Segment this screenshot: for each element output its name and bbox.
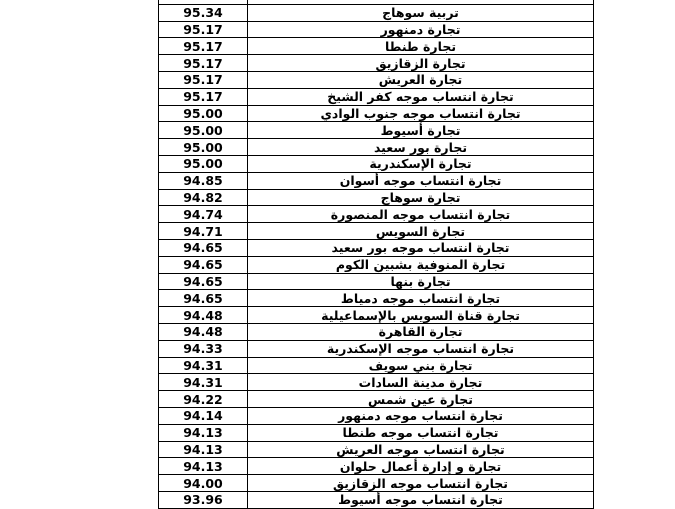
college-cell: تجارة انتساب موجه المنصورة bbox=[248, 206, 594, 223]
scores-sheet bbox=[158, 0, 591, 509]
college-cell: تجارة و إدارة أعمال حلوان bbox=[248, 458, 594, 475]
college-cell: تجارة انتساب موجه أسوان bbox=[248, 172, 594, 189]
table-row bbox=[159, 223, 594, 240]
score-cell: 94.31 bbox=[159, 357, 248, 374]
table-row bbox=[159, 55, 594, 72]
college-cell: تجارة انتساب موجه دمنهور bbox=[248, 407, 594, 424]
college-cell: تجارة طنطا bbox=[248, 38, 594, 55]
table-row bbox=[159, 122, 594, 139]
score-cell: 94.13 bbox=[159, 424, 248, 441]
college-cell: تجارة انتساب موجه طنطا bbox=[248, 424, 594, 441]
college-cell: تجارة انتساب موجه العريش bbox=[248, 441, 594, 458]
college-cell: تجارة انتساب موجه كفر الشيخ bbox=[248, 88, 594, 105]
score-cell: 95.34 bbox=[159, 4, 248, 21]
table-row bbox=[159, 391, 594, 408]
score-cell: 94.85 bbox=[159, 172, 248, 189]
table-row bbox=[159, 239, 594, 256]
table-row bbox=[159, 88, 594, 105]
table-row bbox=[159, 189, 594, 206]
score-cell: 95.17 bbox=[159, 88, 248, 105]
table-row bbox=[159, 307, 594, 324]
college-cell: تجارة المنوفية بشبين الكوم bbox=[248, 256, 594, 273]
table-row bbox=[159, 71, 594, 88]
table-row bbox=[159, 4, 594, 21]
score-cell: 95.00 bbox=[159, 105, 248, 122]
table-row bbox=[159, 172, 594, 189]
score-cell: 94.82 bbox=[159, 189, 248, 206]
score-cell: 94.65 bbox=[159, 256, 248, 273]
table-row bbox=[159, 21, 594, 38]
score-cell: 94.33 bbox=[159, 340, 248, 357]
score-cell: 94.13 bbox=[159, 458, 248, 475]
college-cell: تجارة سوهاج bbox=[248, 189, 594, 206]
table-row bbox=[159, 458, 594, 475]
table-row bbox=[159, 491, 594, 508]
score-cell: 95.17 bbox=[159, 71, 248, 88]
score-cell: 94.22 bbox=[159, 391, 248, 408]
college-cell: تجارة القاهرة bbox=[248, 323, 594, 340]
table-row bbox=[159, 357, 594, 374]
scores-table-body bbox=[159, 0, 594, 508]
college-cell: تجارة قناة السويس بالإسماعيلية bbox=[248, 307, 594, 324]
college-cell: تجارة انتساب موجه جنوب الوادي bbox=[248, 105, 594, 122]
score-cell: 94.74 bbox=[159, 206, 248, 223]
score-cell: 93.96 bbox=[159, 491, 248, 508]
score-cell: 94.65 bbox=[159, 273, 248, 290]
score-cell: 94.31 bbox=[159, 374, 248, 391]
table-row bbox=[159, 206, 594, 223]
college-cell: تجارة انتساب موجه أسيوط bbox=[248, 491, 594, 508]
college-cell: تجارة الإسكندرية bbox=[248, 155, 594, 172]
college-cell: تجارة الزقازيق bbox=[248, 55, 594, 72]
college-cell: تجارة دمنهور bbox=[248, 21, 594, 38]
score-cell: 95.00 bbox=[159, 139, 248, 156]
table-row bbox=[159, 407, 594, 424]
score-cell: 94.71 bbox=[159, 223, 248, 240]
table-row bbox=[159, 256, 594, 273]
college-cell: تجارة أسيوط bbox=[248, 122, 594, 139]
score-cell: 95.17 bbox=[159, 38, 248, 55]
table-row bbox=[159, 374, 594, 391]
table-row bbox=[159, 105, 594, 122]
table-row bbox=[159, 139, 594, 156]
college-cell: تجارة بنها bbox=[248, 273, 594, 290]
table-row bbox=[159, 273, 594, 290]
scores-table bbox=[158, 0, 594, 509]
table-row bbox=[159, 155, 594, 172]
college-cell: تجارة السويس bbox=[248, 223, 594, 240]
score-cell: 94.65 bbox=[159, 290, 248, 307]
score-cell: 94.14 bbox=[159, 407, 248, 424]
college-cell: تربية سوهاج bbox=[248, 4, 594, 21]
table-row bbox=[159, 38, 594, 55]
college-cell: تجارة بني سويف bbox=[248, 357, 594, 374]
college-cell: تجارة عين شمس bbox=[248, 391, 594, 408]
college-cell: تجارة انتساب موجه بور سعيد bbox=[248, 239, 594, 256]
table-row bbox=[159, 441, 594, 458]
college-cell: تجارة بور سعيد bbox=[248, 139, 594, 156]
score-cell: 94.65 bbox=[159, 239, 248, 256]
score-cell: 95.17 bbox=[159, 21, 248, 38]
college-cell: تجارة انتساب موجه الإسكندرية bbox=[248, 340, 594, 357]
college-cell: تجارة مدينة السادات bbox=[248, 374, 594, 391]
college-cell: تجارة انتساب موجه دمياط bbox=[248, 290, 594, 307]
score-cell: 94.48 bbox=[159, 323, 248, 340]
score-cell: 95.00 bbox=[159, 155, 248, 172]
score-cell: 95.17 bbox=[159, 55, 248, 72]
table-row bbox=[159, 290, 594, 307]
college-cell: تجارة انتساب موجه الزقازيق bbox=[248, 475, 594, 492]
score-cell: 95.00 bbox=[159, 122, 248, 139]
college-cell: تجارة العريش bbox=[248, 71, 594, 88]
table-row bbox=[159, 340, 594, 357]
score-cell: 94.48 bbox=[159, 307, 248, 324]
table-row bbox=[159, 323, 594, 340]
score-cell: 94.13 bbox=[159, 441, 248, 458]
table-row bbox=[159, 475, 594, 492]
table-row bbox=[159, 424, 594, 441]
score-cell: 94.00 bbox=[159, 475, 248, 492]
